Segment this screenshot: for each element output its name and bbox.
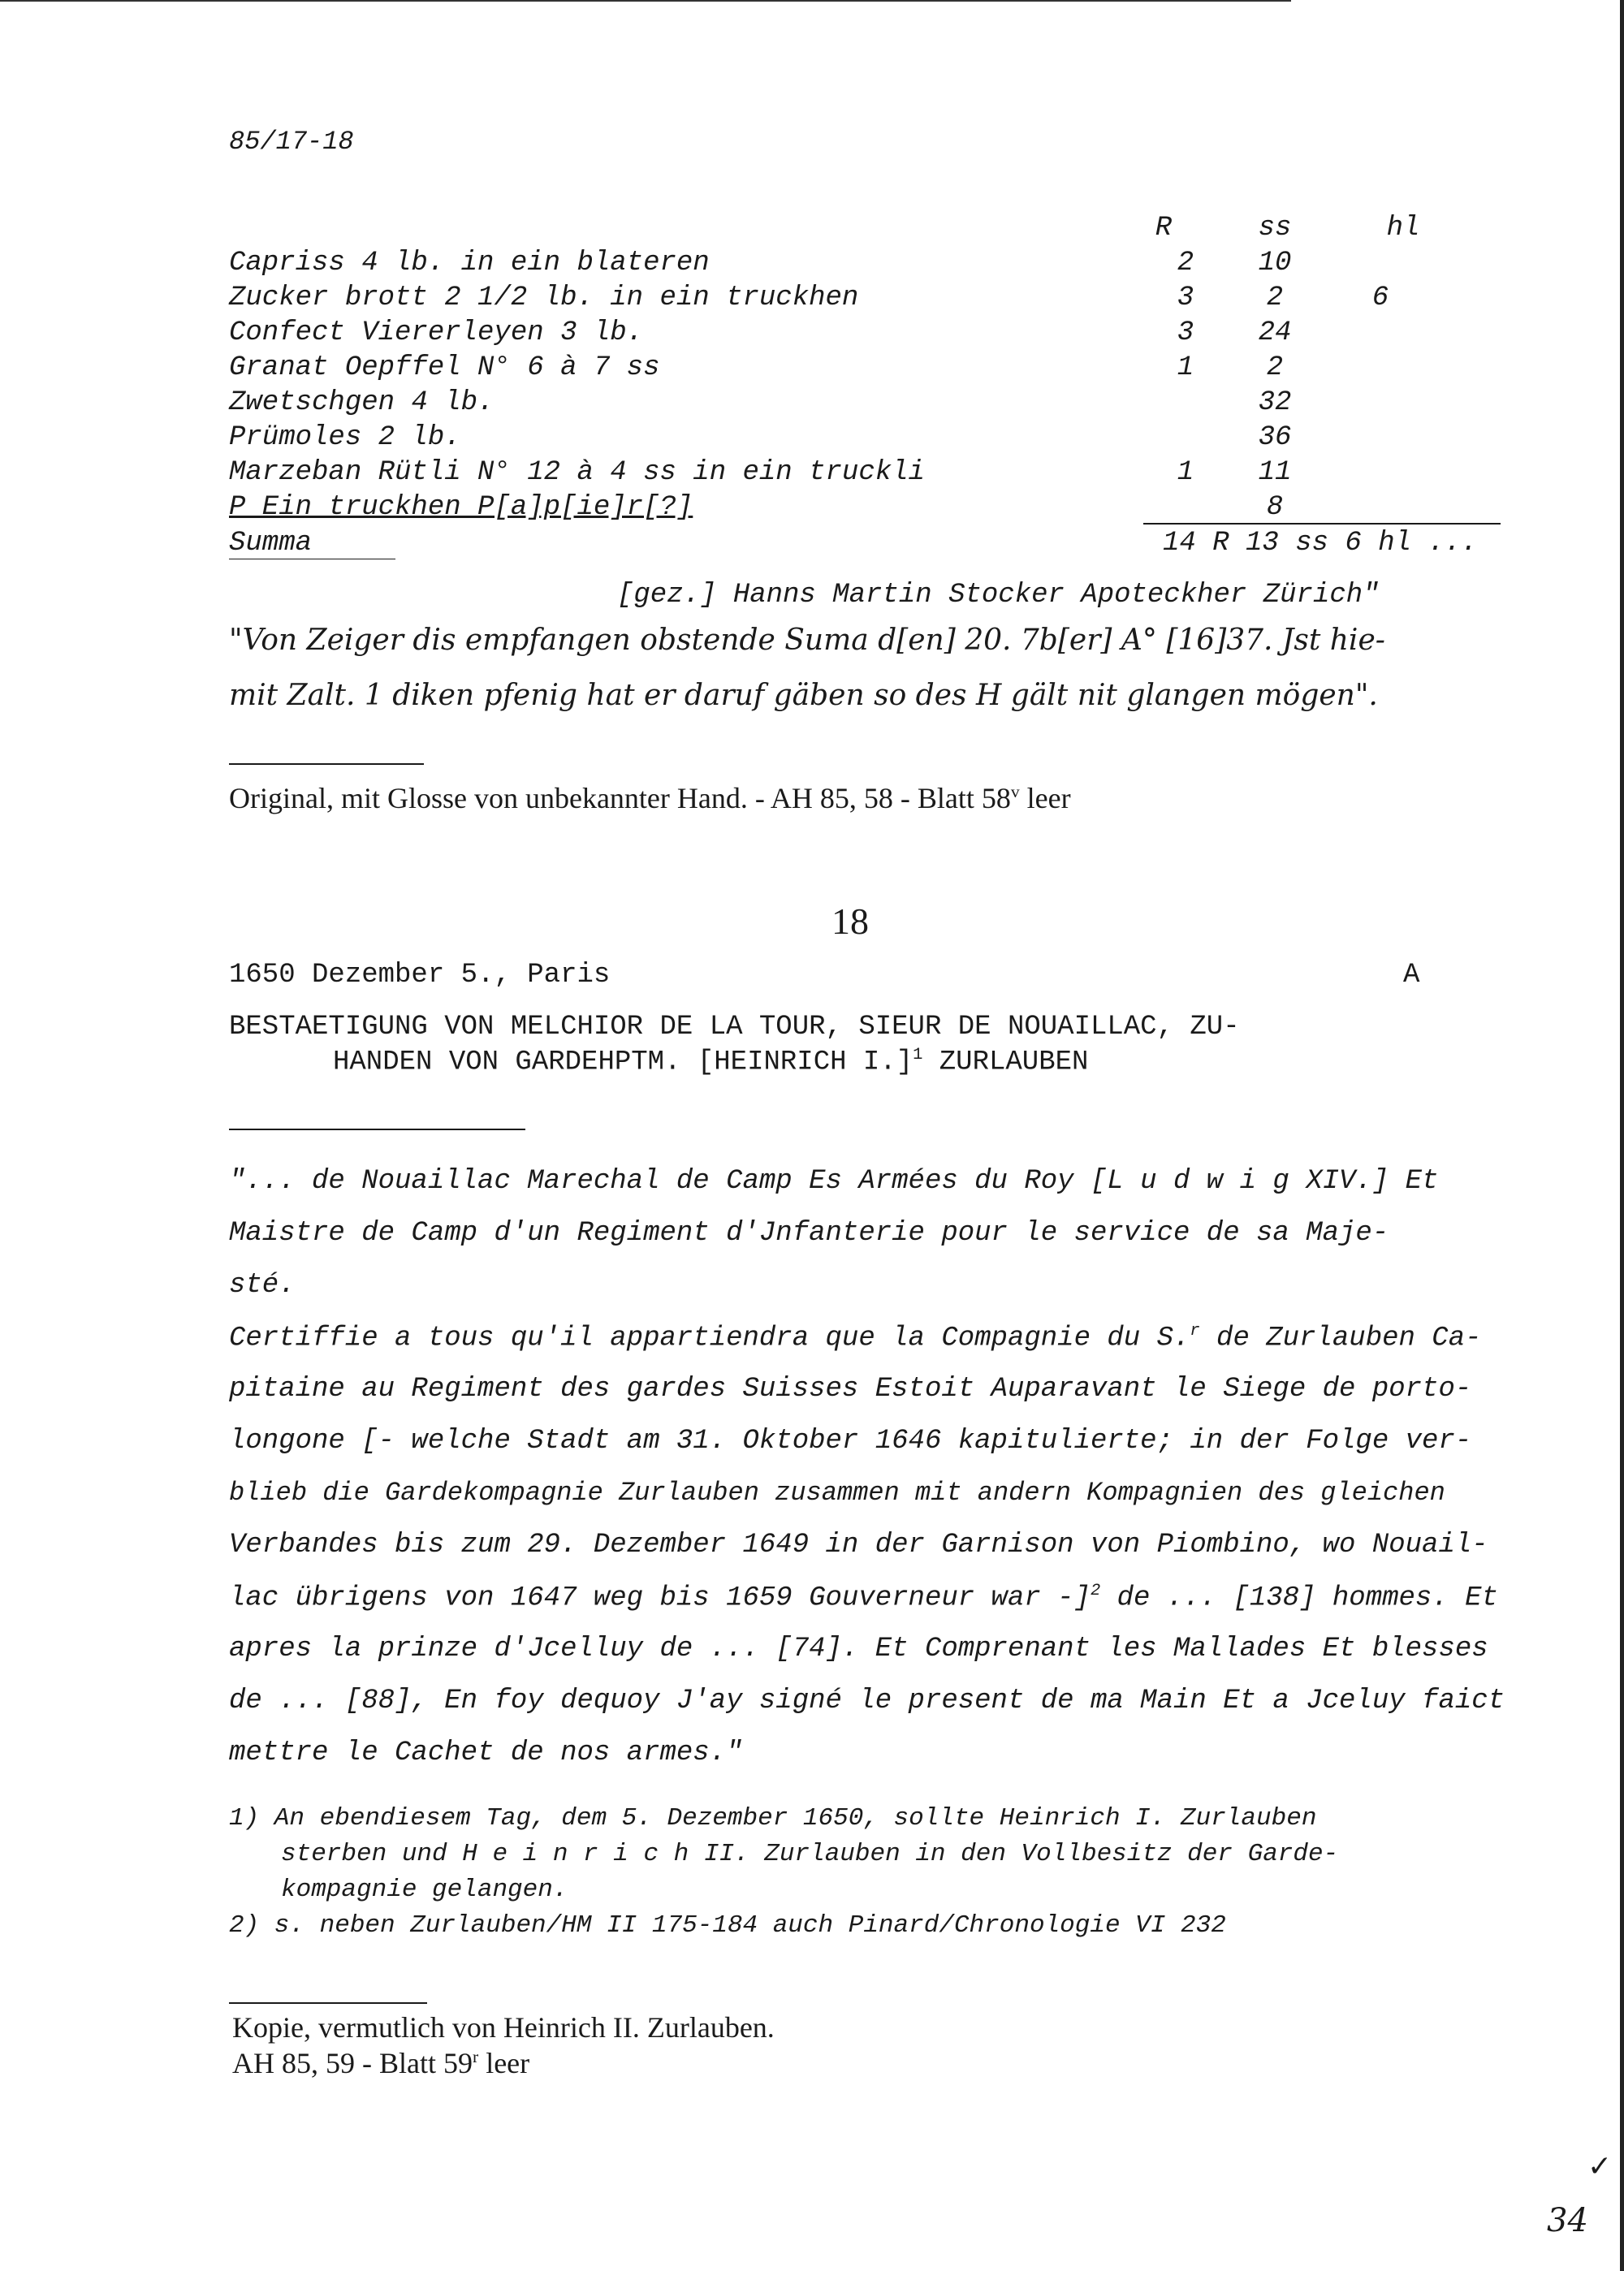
table-row-item: Zucker brott 2 1/2 lb. in ein truckhen — [229, 283, 859, 313]
table-cell-r: 2 — [1177, 248, 1194, 278]
table-row-item: Capriss 4 lb. in ein blateren — [229, 248, 710, 278]
table-cell-ss: 11 — [1258, 457, 1292, 488]
body-line-text: Certiffie a tous qu'il appartiendra que la Compagnie du S. — [229, 1323, 1190, 1354]
footnote-1-cont: kompagnie gelangen. — [281, 1876, 568, 1904]
title-line-2 — [333, 1046, 1088, 1077]
body-line: mettre le Cachet de nos armes." — [229, 1738, 743, 1768]
source-note-end: leer — [1019, 782, 1071, 814]
table-row-item: Zwetschgen 4 lb. — [229, 387, 495, 418]
page-reference: 85/17-18 — [229, 127, 354, 157]
table-cell-ss: 24 — [1258, 317, 1292, 348]
source-note-sup: v — [1010, 782, 1020, 801]
body-line: apres la prinze d'Jcelluy de ... [74]. Et Comprenant les Mallades Et blesses — [229, 1634, 1488, 1664]
header-r: R — [1155, 213, 1173, 244]
section-rule — [229, 2002, 427, 2004]
source-note-2-line2 — [232, 2046, 529, 2080]
table-row-item: P Ein truckhen P[a]p[ie]r[?] — [229, 492, 693, 523]
body-line: sté. — [229, 1270, 296, 1301]
top-border — [0, 0, 1291, 2]
section-rule — [229, 1129, 525, 1130]
body-sup: r — [1190, 1322, 1200, 1341]
source-note-2: Kopie, vermutlich von Heinrich II. Zurlauben. — [232, 2011, 775, 2044]
body-line-end: de ... [138] hommes. Et — [1100, 1582, 1498, 1614]
table-row-item: Granat Oepffel N° 6 à 7 ss — [229, 352, 660, 383]
table-cell-r: 1 — [1177, 457, 1194, 488]
source-note — [229, 781, 1071, 815]
body-line — [229, 1322, 1482, 1354]
body-line: pitaine au Regiment des gardes Suisses Estoit Auparavant le Siege de porto- — [229, 1374, 1472, 1405]
body-line-text: lac übrigens von 1647 weg bis 1659 Gouverneur war -] — [229, 1582, 1091, 1614]
gloss-line: "Von Zeiger dis empfangen obstende Suma d[en] 20. 7b[er] A° [16]37. Jst hie- — [229, 624, 1385, 657]
body-sup: 2 — [1090, 1582, 1101, 1600]
table-cell-r: 3 — [1177, 317, 1194, 348]
table-row-item: Prümoles 2 lb. — [229, 422, 461, 453]
body-line — [229, 1582, 1498, 1613]
table-row-item: Confect Viererleyen 3 lb. — [229, 317, 644, 348]
summa-label: Summa — [229, 528, 313, 559]
document-class: A — [1403, 960, 1420, 991]
check-mark: ✓ — [1587, 2150, 1613, 2183]
table-cell-hl: 6 — [1371, 283, 1389, 313]
title-line-2-end: ZURLAUBEN — [922, 1047, 1089, 1078]
footnote-2: 2) s. neben Zurlauben/HM II 175-184 auch Pinard/Chronologie VI 232 — [229, 1911, 1226, 1940]
body-line: "... de Nouaillac Marechal de Camp Es Armées du Roy [L u d w i g XIV.] Et — [229, 1166, 1439, 1197]
source-note-2-end: leer — [478, 2047, 530, 2079]
title-line-2-text: HANDEN VON GARDEHPTM. [HEINRICH I.] — [333, 1047, 914, 1078]
document-number: 18 — [831, 900, 869, 942]
signature-line: [gez.] Hanns Martin Stocker Apoteckher Zürich" — [617, 580, 1380, 611]
table-row-item: Marzeban Rütli N° 12 à 4 ss in ein truckli — [229, 457, 925, 488]
table-cell-ss: 32 — [1258, 387, 1292, 418]
table-cell-r: 1 — [1177, 352, 1194, 383]
source-note-2-text: AH 85, 59 - Blatt 59 — [232, 2047, 473, 2079]
footnote-1-cont: sterben und H e i n r i c h II. Zurlauben in den Vollbesitz der Garde- — [281, 1840, 1339, 1868]
body-line: Verbandes bis zum 29. Dezember 1649 in der Garnison von Piombino, wo Nouail- — [229, 1530, 1488, 1561]
body-line: blieb die Gardekompagnie Zurlauben zusammen mit andern Kompagnien des gleichen — [229, 1478, 1445, 1508]
header-hl: hl — [1386, 213, 1420, 244]
header-ss: ss — [1258, 213, 1292, 244]
gloss-line: mit Zalt. 1 diken pfenig hat er daruf gäben so des H gält nit glangen mögen". — [229, 679, 1378, 712]
date-line: 1650 Dezember 5., Paris — [229, 960, 611, 991]
footnote-1: 1) An ebendiesem Tag, dem 5. Dezember 1650, sollte Heinrich I. Zurlauben — [229, 1804, 1317, 1833]
summa-value: 14 R 13 ss 6 hl ... — [1163, 528, 1478, 559]
table-cell-r: 3 — [1177, 283, 1194, 313]
table-cell-ss: 2 — [1266, 283, 1284, 313]
page-number: 34 — [1547, 2202, 1588, 2239]
body-line: de ... [88], En foy dequoy J'ay signé le present de ma Main Et a Jceluy faict — [229, 1686, 1505, 1716]
source-note-text: Original, mit Glosse von unbekannter Hand. - AH 85, 58 - Blatt 58 — [229, 782, 1011, 814]
section-rule — [229, 763, 424, 765]
right-border — [1620, 0, 1624, 2271]
body-line: Maistre de Camp d'un Regiment d'Jnfanterie pour le service de sa Maje- — [229, 1218, 1389, 1249]
table-cell-ss: 10 — [1258, 248, 1292, 278]
table-cell-ss: 36 — [1258, 422, 1292, 453]
source-note-2-sup: r — [472, 2047, 479, 2066]
body-line-end: de Zurlauben Ca- — [1199, 1323, 1482, 1354]
table-cell-ss: 8 — [1266, 492, 1284, 523]
title-line-1: BESTAETIGUNG VON MELCHIOR DE LA TOUR, SIEUR DE NOUAILLAC, ZU- — [229, 1012, 1240, 1043]
title-sup: 1 — [913, 1046, 923, 1064]
table-cell-ss: 2 — [1266, 352, 1284, 383]
body-line: longone [- welche Stadt am 31. Oktober 1646 kapitulierte; in der Folge ver- — [229, 1426, 1472, 1457]
sum-rule — [1143, 523, 1501, 525]
